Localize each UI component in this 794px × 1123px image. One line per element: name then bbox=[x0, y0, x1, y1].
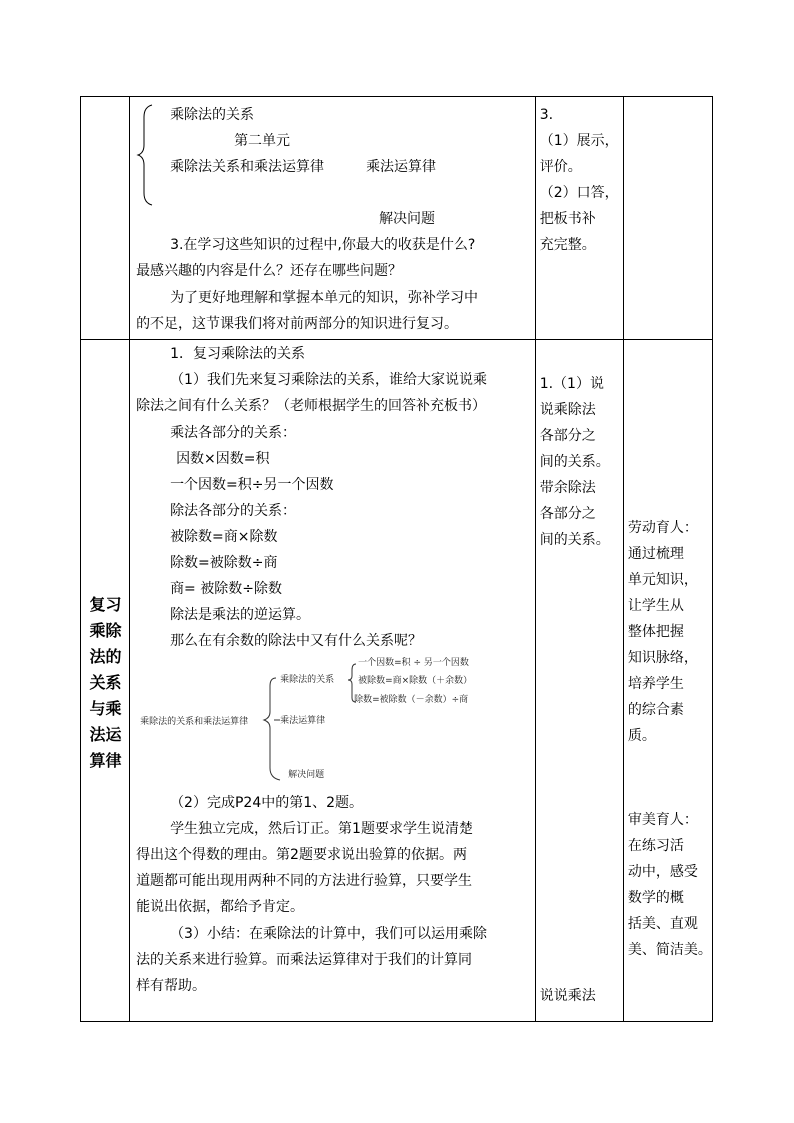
section-title-line: 与乘 bbox=[89, 699, 122, 718]
student-line: 1.（1）说 bbox=[539, 376, 604, 392]
mult-parts-label: 乘法各部分的关系： bbox=[170, 425, 297, 441]
labor-line: 知识脉络， bbox=[627, 650, 698, 666]
labor-line: 单元知识， bbox=[627, 572, 698, 588]
lesson-table bbox=[80, 96, 713, 1022]
aesthetic-line: 数学的概 bbox=[627, 890, 684, 906]
student-line: 充完整。 bbox=[539, 237, 596, 253]
aesthetic-line: 括美、直观 bbox=[627, 916, 698, 932]
div-parts-label: 除法各部分的关系： bbox=[170, 503, 297, 519]
education-cell-empty bbox=[623, 97, 712, 340]
question-line1: 3.在学习这些知识的过程中,你最大的收获是什么? bbox=[170, 237, 476, 253]
section-title-line: 法运 bbox=[89, 725, 122, 744]
section-title-line: 关系 bbox=[89, 673, 122, 692]
section-title-line: 复习 bbox=[89, 595, 122, 614]
student-line: （2）口答， bbox=[539, 185, 619, 201]
inverse-statement: 除法是乘法的逆运算。 bbox=[170, 607, 311, 623]
section-title-line: 法的 bbox=[89, 647, 122, 666]
section-cell-empty bbox=[81, 97, 130, 340]
outline-line1: 乘除法的关系 bbox=[170, 107, 255, 123]
section-title-cell bbox=[81, 340, 130, 1022]
review-title: 1．复习乘除法的关系 bbox=[170, 346, 305, 362]
education-cell bbox=[623, 340, 712, 1022]
summary-line: 法的关系来进行验算。而乘法运算律对于我们的计算同 bbox=[136, 952, 473, 968]
outline-line4: 解决问题 bbox=[379, 211, 436, 227]
question-line2: 除法之间有什么关系？（老师根据学生的回答补充板书） bbox=[136, 398, 487, 414]
exercise-line: （2）完成P24中的第1、2题。 bbox=[170, 795, 364, 811]
student-line: （1）展示， bbox=[539, 133, 619, 149]
paragraph-line1: 为了更好地理解和掌握本单元的知识，弥补学习中 bbox=[170, 290, 479, 306]
section-title-line: 算律 bbox=[89, 751, 122, 770]
equation: 商= 被除数÷除数 bbox=[170, 581, 282, 597]
labor-education-title: 劳动育人： bbox=[627, 520, 698, 536]
student-line: 间的关系。 bbox=[539, 532, 610, 548]
table-row bbox=[81, 340, 713, 1022]
teacher-activity-cell bbox=[130, 97, 536, 340]
summary-line: （3）小结：在乘除法的计算中，我们可以运用乘除 bbox=[170, 926, 487, 942]
labor-line: 通过梳理 bbox=[627, 546, 684, 562]
student-line: 说说乘法 bbox=[539, 988, 596, 1004]
labor-line: 让学生从 bbox=[627, 598, 684, 614]
summary-line: 样有帮助。 bbox=[136, 978, 207, 994]
outline-line2: 第二单元 bbox=[234, 133, 291, 149]
remainder-question: 那么在有余数的除法中又有什么关系呢？ bbox=[170, 633, 423, 649]
section-title-line: 乘除 bbox=[89, 621, 122, 640]
aesthetic-line: 在练习活 bbox=[627, 838, 684, 854]
aesthetic-line: 动中，感受 bbox=[627, 864, 698, 880]
student-line: 带余除法 bbox=[539, 480, 596, 496]
outline-line3a: 乘除法关系和乘法运算律 bbox=[170, 159, 325, 175]
question-line2: 最感兴趣的内容是什么？还存在哪些问题？ bbox=[136, 263, 403, 279]
aesthetic-education-title: 审美育人： bbox=[627, 812, 698, 828]
equation: 被除数=商×除数 bbox=[170, 529, 278, 545]
outline-line3b: 乘法运算律 bbox=[366, 159, 437, 175]
mindmap-branch: 解决问题 bbox=[288, 770, 325, 780]
exercise-paragraph-line: 学生独立完成，然后订正。第1题要求学生说清楚 bbox=[170, 821, 473, 837]
question-line1: （1）我们先来复习乘除法的关系，谁给大家说说乘 bbox=[170, 372, 487, 388]
student-line: 评价。 bbox=[539, 159, 582, 175]
student-line: 间的关系。 bbox=[539, 454, 610, 470]
labor-line: 的综合素 bbox=[627, 702, 684, 718]
mindmap-leaf: 一个因数=积 ÷ 另一个因数 bbox=[358, 658, 469, 668]
exercise-paragraph-line: 得出这个得数的理由。第2题要求说出验算的依据。两 bbox=[136, 847, 467, 863]
student-line: 3. bbox=[539, 107, 554, 123]
aesthetic-line: 美、简洁美。 bbox=[627, 942, 712, 958]
labor-line: 培养学生 bbox=[627, 676, 684, 692]
equation: 因数×因数=积 bbox=[176, 451, 270, 467]
student-line: 把板书补 bbox=[539, 211, 596, 227]
mindmap-branch: 乘除法的关系 bbox=[280, 675, 335, 685]
mindmap-root: 乘除法的关系和乘法运算律 bbox=[140, 717, 249, 727]
teacher-activity-cell bbox=[130, 340, 536, 1022]
student-line: 各部分之 bbox=[539, 428, 596, 444]
student-line: 各部分之 bbox=[539, 506, 596, 522]
outline-brace bbox=[138, 105, 158, 205]
exercise-paragraph-line: 能说出依据，都给予肯定。 bbox=[136, 899, 305, 915]
exercise-paragraph-line: 道题都可能出现用两种不同的方法进行验算，只要学生 bbox=[136, 873, 473, 889]
student-activity-cell bbox=[535, 340, 623, 1022]
equation: 除数=被除数÷商 bbox=[170, 555, 278, 571]
mindmap-leaf: 除数=被除数（－余数）÷商 bbox=[354, 695, 469, 705]
table-row bbox=[81, 97, 713, 340]
labor-line: 整体把握 bbox=[627, 624, 684, 640]
mindmap-leaf: 被除数=商×除数（＋余数） bbox=[358, 676, 473, 686]
student-activity-cell bbox=[535, 97, 623, 340]
labor-line: 质。 bbox=[627, 728, 656, 744]
paragraph-line2: 的不足，这节课我们将对前两部分的知识进行复习。 bbox=[136, 316, 459, 332]
student-line: 说乘除法 bbox=[539, 402, 596, 418]
mindmap-branch: 乘法运算律 bbox=[280, 716, 326, 726]
equation: 一个因数=积÷另一个因数 bbox=[170, 477, 334, 493]
